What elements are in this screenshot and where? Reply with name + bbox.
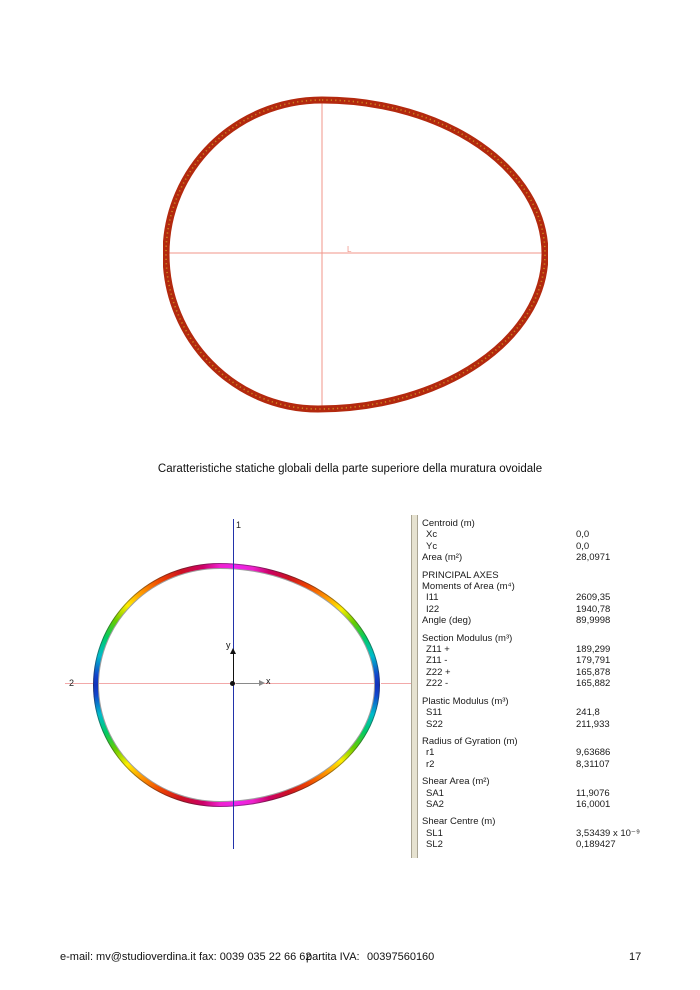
property-row [422,541,696,552]
property-row [422,747,696,758]
property-value: 211,933 [576,718,610,730]
property-group [422,736,696,770]
property-label: I22 [426,603,440,615]
property-group [422,696,696,730]
property-row [422,552,696,563]
property-group-header [422,581,696,592]
property-label: S11 [426,707,443,719]
property-value: 8,31107 [576,758,610,770]
property-row [422,707,696,718]
property-label: I11 [426,592,439,604]
property-label: Xc [426,529,438,541]
property-group-header [422,696,696,707]
property-label: r1 [426,747,435,759]
property-group [422,633,696,690]
property-label: SL2 [426,839,443,851]
property-value: 165,878 [576,666,611,678]
property-label: Angle (deg) [422,615,472,627]
property-group [422,776,696,810]
property-row [422,788,696,799]
property-label: Centroid (m) [422,518,475,529]
property-value: 9,63686 [576,747,611,759]
axis-2-label: 2 [69,678,75,688]
properties-panel [422,518,696,857]
figure-section-analysis-plot [65,515,411,858]
property-row [422,529,696,540]
y-axis-arrow [233,653,234,683]
footer-vat-number: 00397560160 [367,951,435,963]
property-row [422,828,696,839]
property-value: 2609,35 [576,592,611,604]
property-label: Section Modulus (m³) [422,632,513,644]
ovoid-hatch-marks [166,100,545,409]
property-label: Z22 + [426,666,451,678]
property-value: 1940,78 [576,603,611,615]
property-label: r2 [426,758,435,770]
property-group-header [422,633,696,644]
property-label: Radius of Gyration (m) [422,735,518,747]
property-group [422,816,696,850]
property-value: 189,299 [576,644,611,656]
center-scale-label: L [347,245,352,254]
property-label: SA2 [426,798,444,810]
property-value: 165,882 [576,678,611,690]
ovoid-outline [166,100,545,409]
property-value: 241,8 [576,707,600,719]
property-label: SL1 [426,827,443,839]
property-value: 0,0 [576,540,590,552]
pane-splitter[interactable] [411,515,418,858]
property-row [422,615,696,626]
figure-caption: Caratteristiche statiche globali della parte superiore della muratura ovoidale [157,463,543,475]
property-value: 89,9998 [576,615,611,627]
property-label: Z11 - [426,655,448,667]
property-label: S22 [426,718,443,730]
axis-2-line-segment [381,683,411,684]
property-label: SA1 [426,787,444,799]
property-value: 28,0971 [576,552,611,564]
property-row [422,719,696,730]
x-axis-arrowhead [259,680,265,686]
property-value: 16,0001 [576,798,611,810]
property-label: Shear Area (m²) [422,776,490,788]
property-row [422,592,696,603]
property-label: Area (m²) [422,552,463,564]
property-group-header [422,776,696,787]
footer-vat-label: partita IVA: [306,951,360,963]
property-value: 11,9076 [576,787,610,799]
property-label: Moments of Area (m⁴) [422,581,515,593]
property-label: Plastic Modulus (m³) [422,695,509,707]
x-axis-label: x [266,676,271,686]
property-value: 3,53439 x 10⁻⁹ [576,827,641,839]
y-axis-label: y [226,640,231,650]
property-group [422,518,696,564]
property-row [422,678,696,689]
property-label: Shear Centre (m) [422,816,496,828]
property-value: 0,0 [576,529,590,541]
property-row [422,655,696,666]
property-group-header [422,518,696,529]
property-row [422,644,696,655]
footer-email: e-mail: mv@studioverdina.it [60,951,196,963]
property-label: PRINCIPAL AXES [422,569,499,581]
property-group-header [422,570,696,581]
property-row [422,839,696,850]
footer-fax: fax: 0039 035 22 66 62 [199,951,312,963]
property-label: Z22 - [426,678,449,690]
property-value: 179,791 [576,655,611,667]
page-number: 17 [629,951,642,963]
property-value: 0,189427 [576,839,616,851]
property-group-header [422,736,696,747]
property-row [422,759,696,770]
property-row [422,799,696,810]
x-axis-arrow [236,683,259,684]
property-label: Yc [426,540,438,552]
property-row [422,604,696,615]
property-row [422,667,696,678]
figure-ovoid-masonry-section [163,96,548,413]
axis-1-label: 1 [236,520,242,530]
property-label: Z11 + [426,644,450,656]
property-group [422,570,696,627]
property-group-header [422,816,696,827]
